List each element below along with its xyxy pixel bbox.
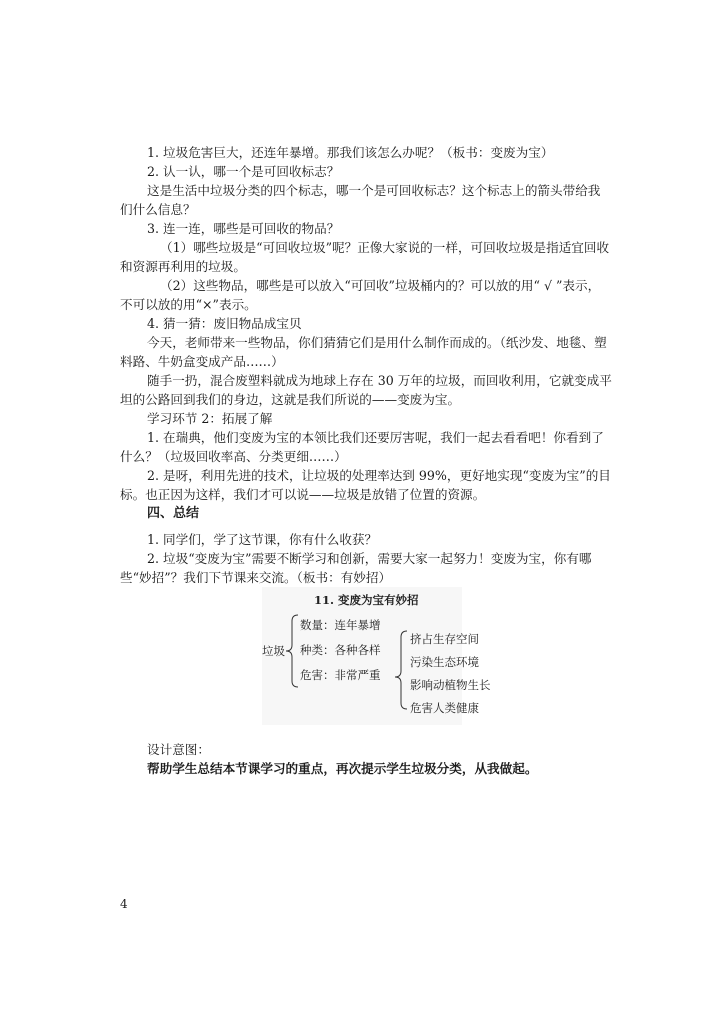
paragraph-8: 今天，老师带来一些物品，你们猜猜它们是用什么制作而成的。（纸沙发、地毯、塑料路、牛奶盒变成产品……）: [120, 335, 607, 369]
section-heading-summary: 四、总结: [147, 506, 200, 521]
paragraph-3: 这是生活中垃圾分类的四个标志，哪一个是可回收标志？这个标志上的箭头带给我们什么信息？: [120, 183, 601, 217]
paragraph-9: 随手一扔，混合废塑料就成为地球上存在 30 万年的垃圾，而回收利用，它就变成平坦的公路回到我们的身边，这就是我们所说的——变废为宝。: [120, 373, 612, 407]
board-harm-3: 影响动植物生长: [410, 678, 491, 692]
paragraph-5: （1）哪些垃圾是“可回收垃圾”呢？正像大家说的一样，可回收垃圾是指适宜回收和资源再利用的垃圾。: [120, 240, 610, 274]
page-number: 4: [120, 897, 128, 911]
board-root-label: 垃圾: [262, 644, 285, 658]
board-branch-harm: 危害：非常严重: [300, 668, 381, 682]
board-branch-quantity: 数量：连年暴增: [300, 618, 381, 632]
summary-1: 1. 同学们，学了这节课，你有什么收获？: [147, 532, 378, 547]
paragraph-12: 2. 是呀，利用先进的技术，让垃圾的处理率达到 99%，更好地实现“变废为宝”的目标。也正因为这样，我们才可以说——垃圾是放错了位置的资源。: [120, 468, 611, 502]
paragraph-7: 4. 猜一猜：废旧物品成宝贝: [147, 316, 302, 331]
paragraph-6: （2）这些物品，哪些是可以放入“可回收”垃圾桶内的？可以放的用“ √ ”表示，不可以放的用“×”表示。: [120, 278, 601, 312]
summary-2: 2. 垃圾“变废为宝”需要不断学习和创新，需要大家一起努力！变废为宝，你有哪些“妙招”？我们下节课来交流。（板书：有妙招）: [120, 551, 592, 585]
design-intent-label: 设计意图：: [147, 742, 210, 757]
design-intent-text: 帮助学生总结本节课学习的重点，再次提示学生垃圾分类，从我做起。: [147, 761, 538, 776]
paragraph-11: 1. 在瑞典，他们变废为宝的本领比我们还要厉害呢，我们一起去看看吧！你看到了什么？（垃圾回收率高、分类更细……）: [120, 430, 604, 464]
board-harm-2: 污染生态环境: [410, 655, 479, 669]
blackboard-diagram: [262, 587, 491, 725]
board-harm-4: 危害人类健康: [410, 701, 479, 715]
board-harm-1: 挤占生存空间: [410, 632, 479, 646]
paragraph-1: 1. 垃圾危害巨大，还连年暴增。那我们该怎么办呢？（板书：变废为宝）: [147, 145, 554, 160]
paragraph-10: 学习环节 2：拓展了解: [147, 411, 273, 426]
board-title: 11. 变废为宝有妙招: [314, 593, 419, 607]
board-branch-type: 种类：各种各样: [300, 643, 381, 657]
paragraph-2: 2. 认一认，哪一个是可回收标志？: [147, 164, 340, 179]
paragraph-4: 3. 连一连，哪些是可回收的物品？: [147, 221, 340, 236]
